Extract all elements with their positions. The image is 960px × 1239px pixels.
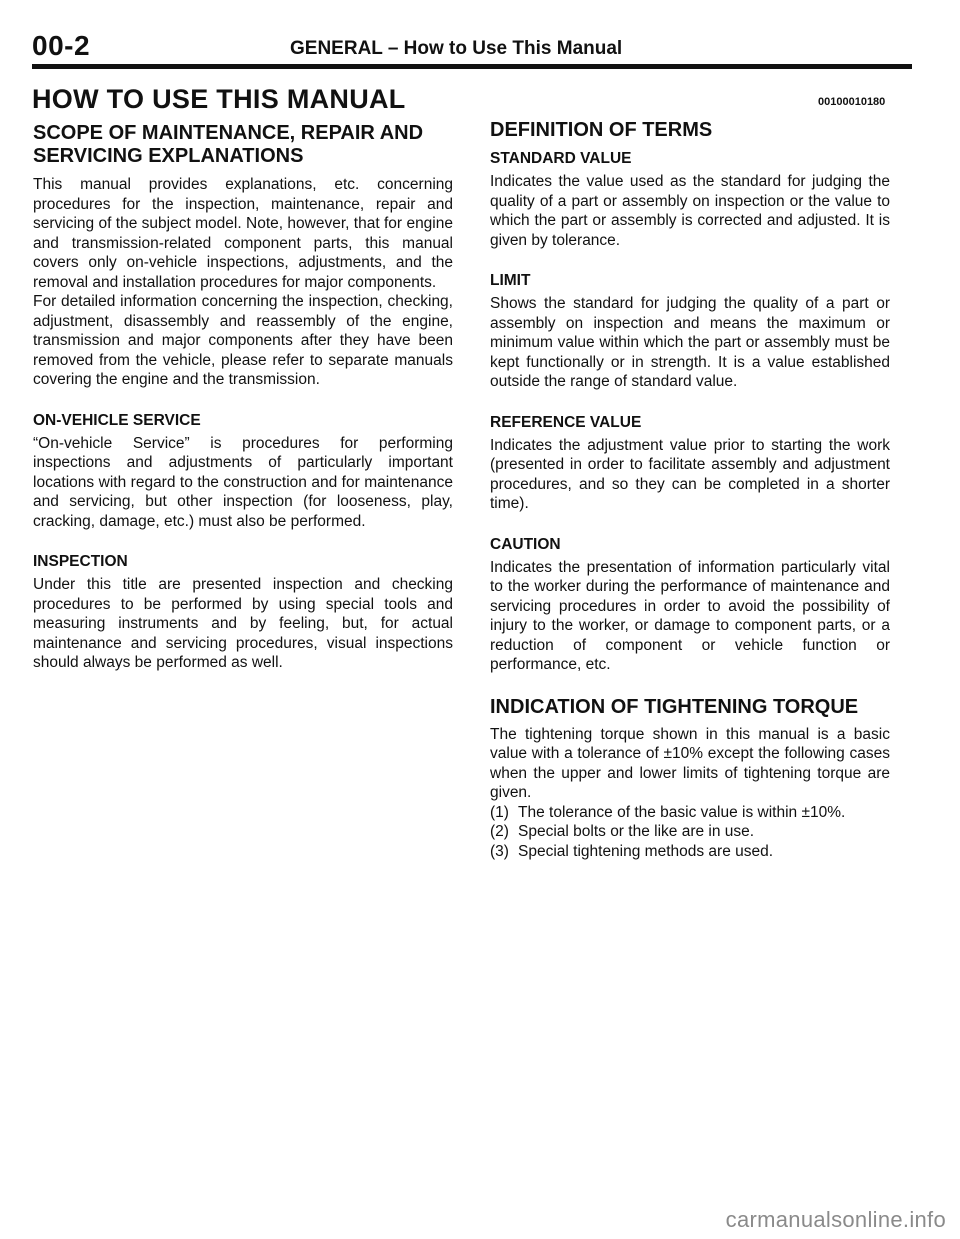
list-item bbox=[490, 822, 890, 842]
scope-heading: SCOPE OF MAINTENANCE, REPAIR AND SERVICING EXPLANATIONS bbox=[33, 122, 424, 167]
list-item bbox=[490, 803, 890, 823]
right-column bbox=[490, 119, 890, 861]
on-vehicle-paragraph: “On-vehicle Service” is procedures for performing inspections and adjustments of particularly important locations with regard to the construction and for maintenance and servicing, but other inspection (for looseness, play, cracking, damage, etc.) must also be performed. bbox=[33, 434, 453, 530]
torque-heading: INDICATION OF TIGHTENING TORQUE bbox=[490, 695, 859, 718]
inspection-heading: INSPECTION bbox=[33, 553, 128, 570]
torque-paragraph: The tightening torque shown in this manual is a basic value with a tolerance of ±10% except the following cases when the upper and lower limits of tightening torque are given. bbox=[490, 725, 890, 801]
scope-paragraph-2: For detailed information concerning the inspection, checking, adjustment, disassembly and reassembly of the engine, transmission and major components after they have been removed from the vehicle, please refer to separate manuals covering the engine and the transmission. bbox=[33, 293, 453, 388]
section-title: GENERAL – How to Use This Manual bbox=[290, 38, 623, 59]
document-code: 00100010180 bbox=[818, 96, 886, 108]
list-item-text: The tolerance of the basic value is within ±10%. bbox=[518, 803, 846, 821]
caution-paragraph: Indicates the presentation of information particularly vital to the worker during the performance of maintenance and servicing procedures in order to avoid the possibility of injury to the worker, or damage to component parts, or a reduction of component or vehicle function or performance, etc. bbox=[490, 558, 890, 673]
standard-value-paragraph: Indicates the value used as the standard for judging the quality of a part or assembly on inspection or the value to which the part or assembly is corrected and adjusted. It is given by tolerance. bbox=[490, 173, 890, 249]
list-item-text: Special bolts or the like are in use. bbox=[518, 823, 755, 840]
on-vehicle-heading: ON-VEHICLE SERVICE bbox=[33, 411, 201, 429]
watermark: carmanualsonline.info bbox=[725, 1207, 946, 1232]
header-rule bbox=[32, 64, 912, 69]
definition-heading: DEFINITION OF TERMS bbox=[490, 119, 713, 141]
torque-list bbox=[490, 803, 890, 862]
list-item-number: (2) bbox=[490, 823, 509, 840]
left-column bbox=[33, 122, 453, 694]
reference-value-paragraph: Indicates the adjustment value prior to starting the work (presented in order to facilitate assembly and adjustment procedures, and so they can be completed in a shorter time). bbox=[490, 436, 890, 512]
list-item-number: (1) bbox=[490, 803, 509, 821]
scope-paragraph-1: This manual provides explanations, etc. concerning procedures for the inspection, maintenance, repair and servicing of the subject model. Note, however, that for engine and transmission-related component parts, this manual covers only on-vehicle inspections, adjustments, and the removal and installation procedures for major components. bbox=[33, 176, 453, 291]
list-item bbox=[490, 842, 890, 862]
page-title: HOW TO USE THIS MANUAL bbox=[32, 84, 406, 114]
reference-value-heading: REFERENCE VALUE bbox=[490, 413, 642, 431]
inspection-paragraph: Under this title are presented inspection and checking procedures to be performed by using special tools and measuring instruments and by feeling, but, for actual maintenance and servicing procedures, visual inspections should always be performed as well. bbox=[33, 576, 453, 671]
caution-heading: CAUTION bbox=[490, 535, 561, 553]
list-item-number: (3) bbox=[490, 842, 509, 860]
standard-value-heading: STANDARD VALUE bbox=[490, 150, 632, 167]
list-item-text: Special tightening methods are used. bbox=[518, 842, 774, 860]
page-number: 00-2 bbox=[32, 30, 91, 61]
limit-paragraph: Shows the standard for judging the quality of a part or assembly on inspection and means the maximum or minimum value within which the part or assembly must be kept functionally or in strength. It is a value established outside the range of standard value. bbox=[490, 295, 890, 390]
limit-heading: LIMIT bbox=[490, 272, 531, 289]
